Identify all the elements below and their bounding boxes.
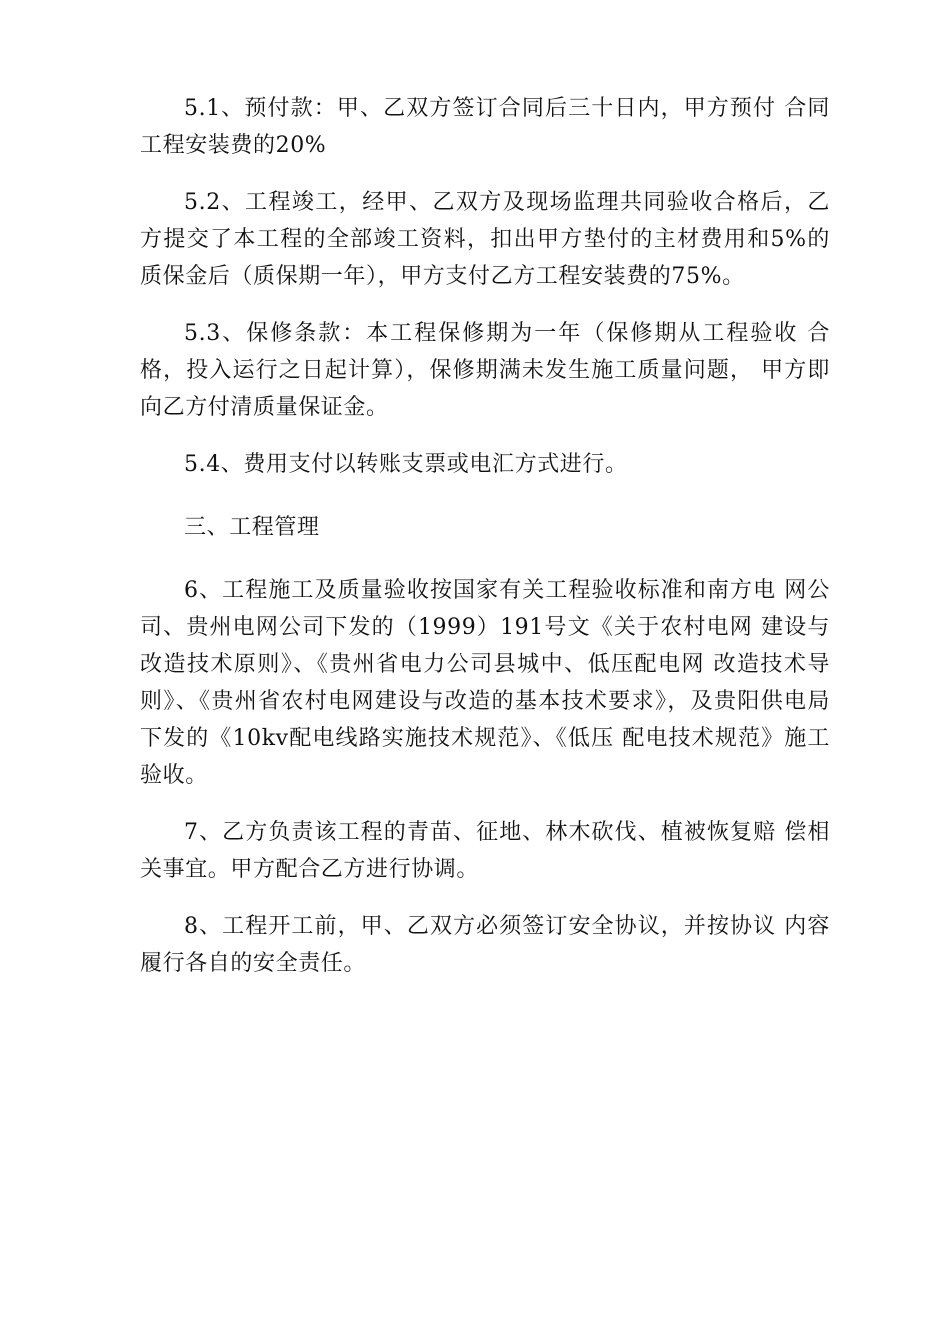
clause-8-safety-agreement: 8、工程开工前，甲、乙双方必须签订安全协议，并按协议 内容履行各自的安全责任。 [140, 914, 830, 976]
clause-5-3-warranty: 5.3、保修条款：本工程保修期为一年（保修期从工程验收 合格，投入运行之日起计算），保修期满未发生施工质量问题， 甲方即向乙方付清质量保证金。 [140, 321, 830, 420]
clause-7-compensation: 7、乙方负责该工程的青苗、征地、林木砍伐、植被恢复赔 偿相关事宜。甲方配合乙方进行协调。 [140, 820, 830, 882]
clause-6-construction-standards: 6、工程施工及质量验收按国家有关工程验收标准和南方电 网公司、贵州电网公司下发的（1999）191号文《关于农村电网 建设与改造技术原则》、《贵州省电力公司县城中、低压配电网 改造技术导则》、《贵州省农村电网建设与改造的基本技术要求》，及贵阳供电局下发的《10kv配电线路实施技术规范》、《低压 配电技术规范》施工验收。 [140, 578, 830, 788]
clause-5-2-completion-payment: 5.2、工程竣工，经甲、乙双方及现场监理共同验收合格后，乙方提交了本工程的全部竣工资料，扣出甲方垫付的主材费用和5%的质保金后（质保期一年），甲方支付乙方工程安装费的75%。 [140, 190, 830, 289]
clause-5-1-advance-payment: 5.1、预付款：甲、乙双方签订合同后三十日内，甲方预付 合同工程安装费的20% [140, 96, 830, 158]
document-body [140, 90, 830, 1002]
clause-5-4-payment-method: 5.4、费用支付以转账支票或电汇方式进行。 [184, 452, 628, 477]
section-heading-project-management: 三、工程管理 [184, 515, 320, 540]
